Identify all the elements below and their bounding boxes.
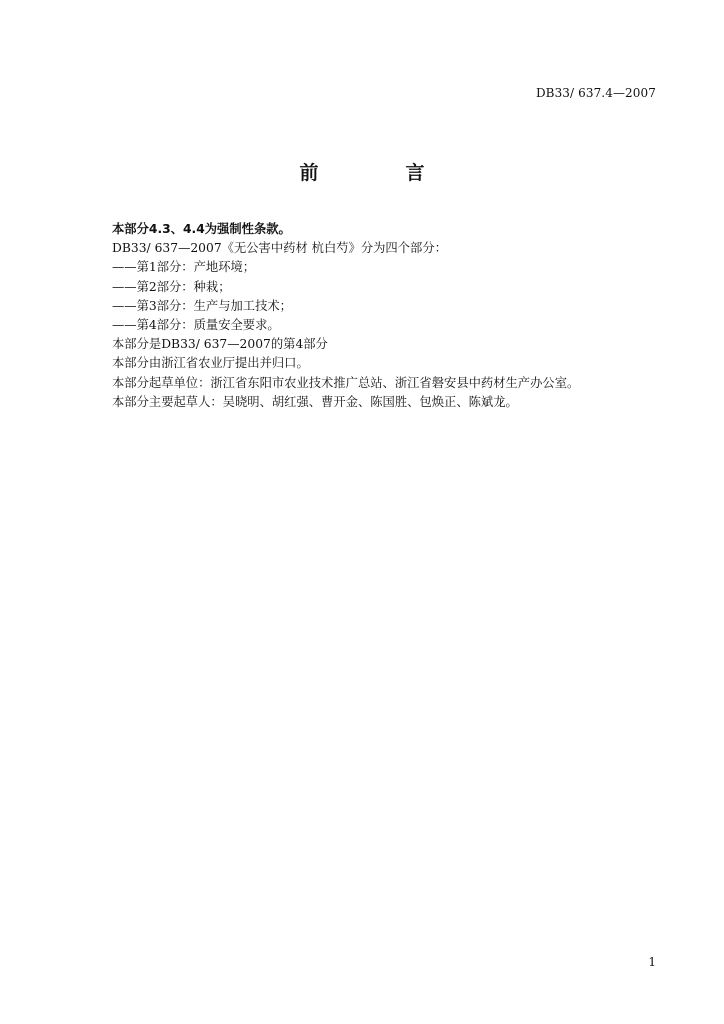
mandatory-clause-line: 本部分4.3、4.4为强制性条款。 [112,222,291,236]
page-number: 1 [648,955,656,969]
drafting-units-line: 本部分起草单位：浙江省东阳市农业技术推广总站、浙江省磐安县中药材生产办公室。 [112,375,580,390]
foreword-body [112,220,672,412]
drafters-line: 本部分主要起草人：吴晓明、胡红强、曹开金、陈国胜、包焕正、陈斌龙。 [112,394,518,409]
part-4-line: ——第4部分：质量安全要求。 [112,317,280,332]
section-title: 前 言 [299,162,459,184]
part-1-line: ——第1部分：产地环境； [112,260,256,275]
part-3-line: ——第3部分：生产与加工技术； [112,298,292,313]
parts-intro-line: DB33/ 637—2007《无公害中药材 杭白芍》分为四个部分： [112,241,447,256]
standard-code: DB33/ 637.4—2007 [535,86,656,100]
proposer-line: 本部分由浙江省农业厅提出并归口。 [112,356,309,371]
part-2-line: ——第2部分：种栽； [112,279,231,294]
current-part-line: 本部分是DB33/ 637—2007的第4部分 [112,337,328,352]
